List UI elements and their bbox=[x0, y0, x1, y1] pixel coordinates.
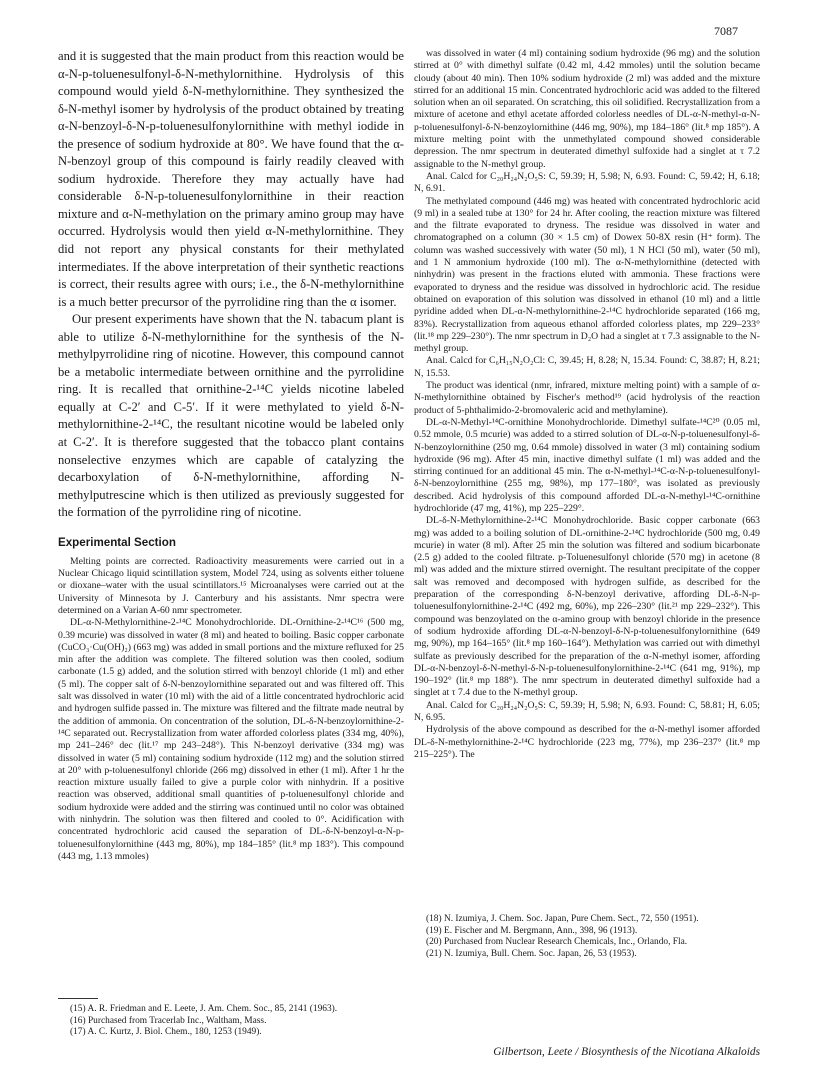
right-paragraph-1: was dissolved in water (4 ml) containing sodium hydroxide (96 mg) and the solution stirred at 0° with dimethyl sulfate (0.42 ml, 4.42 mmoles) until the solution became cloudy (about 40 min). Then 10% sodium hydroxide (2 ml) was added and the mixture stirred for an additional 15 min. Concentrated hydrochloric acid was added to the filtered solution when an oil separated. On scratching, this oil solidified. Recrystallization from a mixture of acetone and ethyl acetate afforded colorless needles of DL-α-N-methyl-α-N-p-toluenesulfonyl-δ-N-benzoylornithine (446 mg, 90%), mp 184–186° (lit.⁸ mp 185°). A mixture melting point with the unmethylated compound showed considerable depression. The nmr spectrum in deuterated dimethyl sulfoxide had a singlet at τ 7.2 assignable to the N-methyl group. bbox=[414, 48, 760, 170]
footnote-16: (16) Purchased from Tracerlab Inc., Waltham, Mass. bbox=[70, 1015, 267, 1026]
discussion-paragraph-2: Our present experiments have shown that the N. tabacum plant is able to utilize δ-N-methylornithine for the synthesis of the N-methylpyrrolidine ring of nicotine. However, this compound cannot be a metabolic intermediate between ornithine and the pyrrolidine ring. It is recalled that ornithine-2-¹⁴C yields nicotine labeled equally at C-2′ and C-5′. If it were methylated to yield δ-N-methylornithine-2-¹⁴C, the resultant nicotine would be labeled only at C-2′. It is therefore suggested that the tobacco plant contains nonselective enzymes which are capable of catalyzing the decarboxylation of δ-N-methylornithine, affording N-methylputrescine which is then utilized as previously suggested for the formation of the pyrrolidine ring of nicotine. bbox=[58, 312, 404, 520]
analysis-2: Anal. Calcd for C₆H₁₅N₂O₂Cl: C, 39.45; H, 8.28; N, 15.34. Found: C, 38.87; H, 8.21; N, 15.53. bbox=[414, 355, 760, 379]
footnote-19: (19) E. Fischer and M. Bergmann, Ann., 398, 96 (1913). bbox=[426, 925, 638, 936]
footnote-15: (15) A. R. Friedman and E. Leete, J. Am. Chem. Soc., 85, 2141 (1963). bbox=[70, 1004, 338, 1014]
analysis-1: Anal. Calcd for C₂₀H₂₄N₂O₅S: C, 59.39; H, 5.98; N, 6.93. Found: C, 59.42; H, 6.18; N, 6.91. bbox=[414, 170, 760, 195]
right-paragraph-6: DL-α-N-Methyl-¹⁴C-ornithine Monohydrochloride. Dimethyl sulfate-¹⁴C²⁰ (0.05 ml, 0.52 mmole, 0.5 mcurie) was added to a stirred solution of DL-α-N-p-toluenesulfonyl-δ-N-benzoylornithine (250 mg, 0.64 mmole) dissolved in water (3 ml) containing sodium hydroxide (96 mg). After 45 min, inactive dimethyl sulfate (1 ml) was added and the stirring continued for an additional 45 min. The α-N-methyl-¹⁴C-α-N-p-toluenesulfonyl-δ-N-benzoylornithine (255 mg, 98%), mp 177–180°, was isolated as previously described. Acid hydrolysis of this compound afforded DL-α-N-methyl-¹⁴C-ornithine hydrochloride (47 mg, 41%), mp 225–229°. bbox=[414, 416, 760, 514]
experimental-paragraph-1: Melting points are corrected. Radioactivity measurements were carried out in a Nuclear Chicago liquid scintillation system, Model 724, using as solvents either toluene or dioxane–water with the usual scintillators.¹⁵ Microanalyses were carried out at the University of Minnesota by J. Canterbury and his assistants. Nmr spectra were determined on a Varian A-60 nmr spectrometer. bbox=[58, 555, 404, 616]
footnote-18: (18) N. Izumiya, J. Chem. Soc. Japan, Pure Chem. Sect., 72, 550 (1951). bbox=[426, 914, 699, 924]
footnote-17: (17) A. C. Kurtz, J. Biol. Chem., 180, 1253 (1949). bbox=[70, 1027, 262, 1038]
right-paragraph-9: Hydrolysis of the above compound as described for the α-N-methyl isomer afforded DL-δ-N-methylornithine-2-¹⁴C hydrochloride (223 mg, 77%), mp 236–237° (lit.⁸ mp 215–225°). The bbox=[414, 724, 760, 760]
analysis-3: Anal. Calcd for C₂₀H₂₄N₂O₅S: C, 59.39; H, 5.98; N, 6.93. Found: C, 58.81; H, 6.05; N, 6.95. bbox=[414, 699, 760, 724]
right-paragraph-5: The product was identical (nmr, infrared, mixture melting point) with a sample of α-N-methylornithine obtained by Fischer's method¹⁹ (acid hydrolysis of the reaction product of 5-phthalimido-2-bromovaleric acid and methylamine). bbox=[414, 380, 760, 416]
discussion-paragraph-1: and it is suggested that the main product from this reaction would be α-N-p-toluenesulfonyl-δ-N-methylornithine. Hydrolysis of this compound would yield δ-N-methylornithine. They synthesized the δ-N-methyl isomer by hydrolysis of the product obtained by treating α-N-benzoyl-δ-N-p-toluenesulfonylornithine with methyl iodide in the presence of sodium hydroxide at 80°. We have found that the α-N-benzoyl group of this compound is fairly readily cleaved with sodium hydroxide. Therefore they may actually have had considerable δ-N-p-toluenesulfonylornithine in their reaction mixture and α-N-methylation on the primary amino group may have occurred. Hydrolysis would then yield α-N-methylornithine. They did not report any physical constants for their methylated intermediates. If the above interpretation of their synthetic reactions is correct, their results agree with ours; i.e., the δ-N-methylornithine is a much better precursor of the pyrrolidine ring than the α isomer. bbox=[58, 49, 404, 309]
footnote-20: (20) Purchased from Nuclear Research Chemicals, Inc., Orlando, Fla. bbox=[426, 937, 688, 948]
footnote-rule-left bbox=[58, 998, 98, 999]
left-column bbox=[58, 48, 404, 863]
footnote-21: (21) N. Izumiya, Bull. Chem. Soc. Japan, 26, 53 (1953). bbox=[426, 948, 637, 959]
page-number: 7087 bbox=[714, 24, 738, 38]
footnotes-left bbox=[58, 1004, 404, 1039]
running-footer: Gilbertson, Leete / Biosynthesis of the Nicotiana Alkaloids bbox=[493, 1046, 760, 1058]
experimental-section-heading: Experimental Section bbox=[58, 535, 176, 549]
experimental-paragraph-2: DL-α-N-Methylornithine-2-¹⁴C Monohydrochloride. DL-Ornithine-2-¹⁴C¹⁶ (500 mg, 0.39 mcurie) was dissolved in water (8 ml) and heated to boiling. Basic copper carbonate (CuCO₃·Cu(OH)₂) (663 mg) was added in small portions and the mixture refluxed for 25 min after the addition was complete. The filtered solution was then cooled, sodium carbonate (1.5 g) added, and the solution stirred with benzoyl chloride (1 ml) and ether (5 ml). The copper salt of δ-N-benzoylornithine separated out and was filtered off. This salt was dissolved in water (10 ml) with the aid of a little concentrated hydrochloric acid and hydrogen sulfide passed in. The mixture was filtered and the filtrate made neutral by the addition of ammonia. On concentration of the solution, DL-δ-N-benzoylornithine-2-¹⁴C separated out. Recrystallization from water afforded colorless plates (334 mg, 40%), mp 241–246° dec (lit.¹⁷ mp 243–248°). This N-benzoyl derivative (334 mg) was dissolved in water (5 ml) containing sodium hydroxide (112 mg) and the solution stirred at 20° with p-toluenesulfonyl chloride (266 mg) dissolved in ether (1 ml). After 1 hr the reaction mixture usually failed to give a purple color with ninhydrin. If a positive reaction was observed, additional small quantities of p-toluenesulfonyl chloride and sodium hydroxide were added and the stirring was continued until no color was obtained with ninhydrin. The solution was then filtered and cooled to 0°. Acidification with concentrated hydrochloric acid caused the separation of DL-δ-N-benzoyl-α-N-p-toluenesulfonylornithine (443 mg, 80%), mp 184–185° (lit.⁸ mp 183°). This compound (443 mg, 1.13 mmoles) bbox=[58, 617, 404, 862]
right-column bbox=[414, 48, 760, 761]
right-paragraph-7: DL-δ-N-Methylornithine-2-¹⁴C Monohydrochloride. Basic copper carbonate (663 mg) was added to a boiling solution of DL-ornithine-2-¹⁴C hydrochloride (500 mg, 0.49 mcurie) in water (8 ml). After 25 min the solution was filtered and sodium bicarbonate (2.5 g) added to the cooled filtrate. p-Toluenesulfonyl chloride (570 mg) in acetone (8 ml) was added and the mixture stirred overnight. The resultant precipitate of the copper salt was removed and decomposed with hydrogen sulfide, as described for the preparation of the corresponding δ-N-benzoyl derivative, affording DL-δ-N-p-toluenesulfonylornithine-2-¹⁴C (492 mg, 60%), mp 226–230° (lit.²¹ mp 229–232°). This compound was benzoylated on the α-amino group with benzoyl chloride in the presence of sodium hydroxide affording DL-α-N-benzoyl-δ-N-p-toluenesulfonylornithine (649 mg, 90%), mp 164–165° (lit.⁸ mp 160–164°). Methylation was carried out with dimethyl sulfate as previously described for the preparation of the α-N-methyl isomer, affording DL-α-N-benzoyl-δ-N-methyl-δ-N-p-toluenesulfonylornithine-2-¹⁴C (641 mg, 91%), mp 190–192° (lit.⁸ mp 188°). The nmr spectrum in deuterated dimethyl sulfoxide had a singlet at τ 7.4 due to the N-methyl group. bbox=[414, 515, 760, 699]
footnotes-right bbox=[414, 914, 760, 960]
right-paragraph-3: The methylated compound (446 mg) was heated with concentrated hydrochloric acid (9 ml) in a sealed tube at 130° for 24 hr. After cooling, the reaction mixture was filtered and the filtrate evaporated to dryness. The residue was dissolved in water and chromatographed on a column (30 × 1.5 cm) of Dowex 50-8X resin (H⁺ form). The column was washed successively with water (50 ml), 1 N HCl (50 ml), water (50 ml), and 1 N ammonium hydroxide (100 ml). The α-N-methylornithine (detected with ninhydrin) was present in the fractions eluted with ammonia. These fractions were evaporated to dryness and the residue was dissolved in hydrochloric acid. The residue obtained on evaporation of this solution was dissolved in ethanol (10 ml) and a little pyridine added when DL-α-N-methylornithine-2-¹⁴C hydrochloride separated (166 mg, 83%). Recrystallization from aqueous ethanol afforded colorless plates, mp 229–233° (lit.¹⁸ mp 229–230°). The nmr spectrum in D₂O had a singlet at τ 7.3 assignable to the N-methyl group. bbox=[414, 195, 760, 355]
